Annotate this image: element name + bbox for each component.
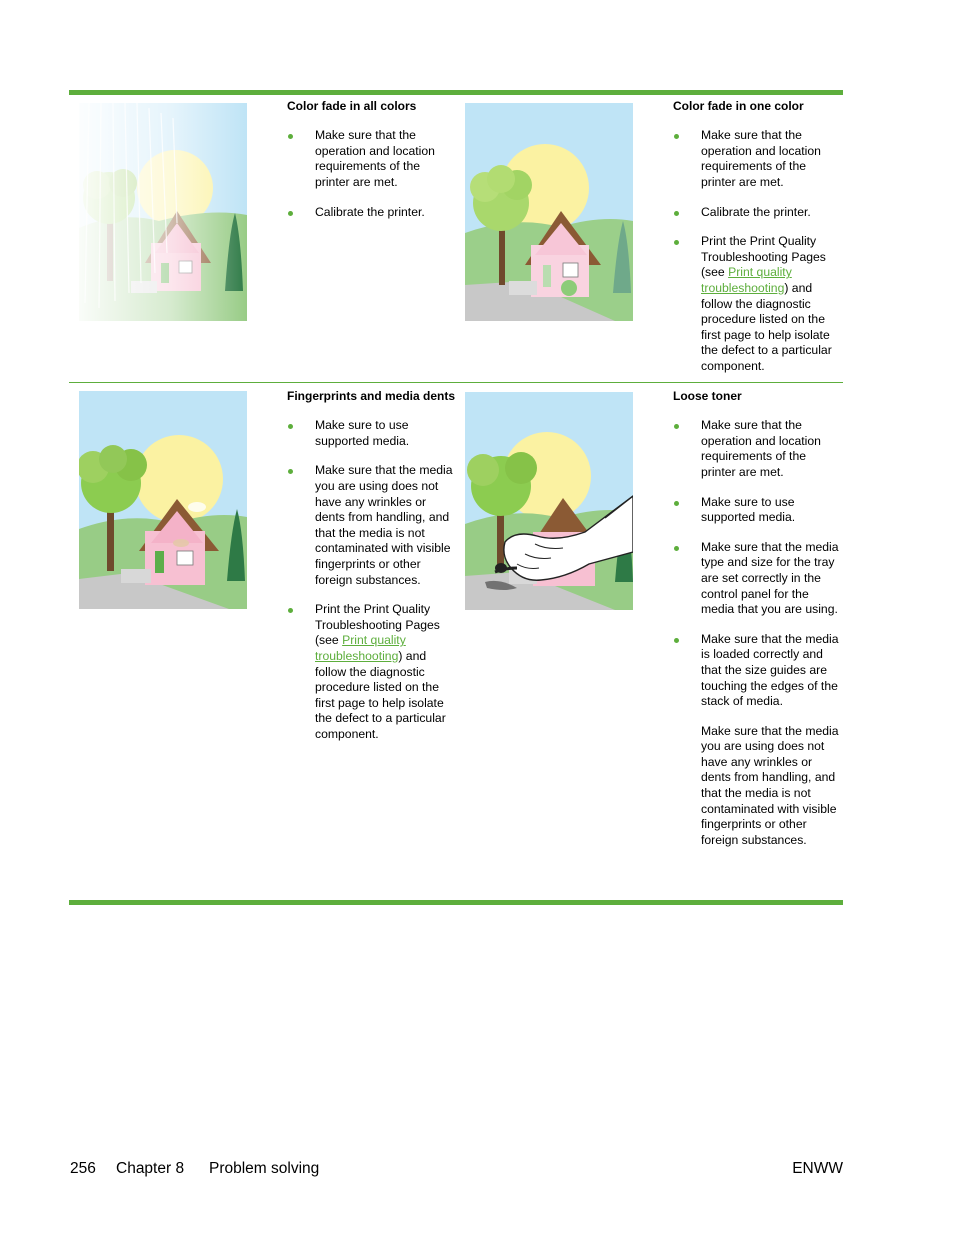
figure-fingerprints [79, 391, 247, 609]
footer-page-number: 256 [70, 1160, 96, 1177]
list-item-text: ) and follow the diagnostic procedure listed on the first page to help isolate the defect to a particular component. [315, 648, 446, 741]
section-loose-toner [673, 389, 843, 862]
list-item-text: Print the Print Quality Troubleshooting Pages (see [315, 602, 440, 648]
section-color-fade-one [673, 99, 843, 389]
footer-brand: ENWW [792, 1160, 843, 1177]
list-item: Make sure that the media is loaded correctly and that the size guides are touching the edges of the stack of media. [673, 632, 843, 710]
table-bottom-rule [69, 900, 843, 905]
footer-chapter-title: Problem solving [209, 1160, 320, 1177]
list-item: Make sure that the media you are using does not have any wrinkles or dents from handling, and that the media is not contaminated with visible fingerprints or other foreign substances. [287, 463, 457, 588]
list-item: Make sure to use supported media. [287, 418, 457, 449]
list-item-text: Print the Print Quality Troubleshooting Pages (see [701, 234, 826, 280]
list-item: Make sure that the operation and location requirements of the printer are met. [673, 418, 843, 480]
section-color-fade-all [287, 99, 457, 234]
section-title: Color fade in all colors [287, 99, 417, 113]
footer-chapter: Chapter 8 [116, 1160, 185, 1177]
list-item: Make sure to use supported media. [673, 495, 843, 526]
print-quality-troubleshooting-link[interactable]: Print quality troubleshooting [701, 265, 792, 295]
figure-loose-toner [465, 392, 633, 610]
list-item [673, 234, 843, 374]
section-title: Fingerprints and media dents [287, 389, 456, 403]
bullet-list [287, 418, 457, 742]
list-item-paragraph: Make sure that the media you are using does not have any wrinkles or dents from handling, and that the media is not contaminated with visible fingerprints or other foreign substances. [701, 723, 839, 847]
list-item: Make sure that the operation and location requirements of the printer are met. [673, 128, 843, 190]
figure-color-fade-one [465, 103, 633, 321]
figure-color-fade-all [79, 103, 247, 321]
list-item [287, 602, 457, 742]
print-quality-troubleshooting-link[interactable]: Print quality troubleshooting [315, 633, 406, 663]
list-item-text: ) and follow the diagnostic procedure listed on the first page to help isolate the defect to a particular component. [701, 280, 832, 373]
list-item: Calibrate the printer. [287, 205, 457, 221]
list-item: Calibrate the printer. [673, 205, 843, 221]
table-top-rule [69, 90, 843, 95]
section-title: Color fade in one color [673, 99, 804, 113]
section-title: Loose toner [673, 389, 742, 403]
list-item: Make sure that the media type and size for the tray are set correctly in the control panel for the media that you are using. [673, 540, 843, 618]
bullet-list [673, 128, 843, 374]
section-fingerprints [287, 389, 457, 756]
bullet-list [287, 128, 457, 220]
bullet-list [673, 418, 843, 848]
list-item: Make sure that the operation and location requirements of the printer are met. [287, 128, 457, 190]
